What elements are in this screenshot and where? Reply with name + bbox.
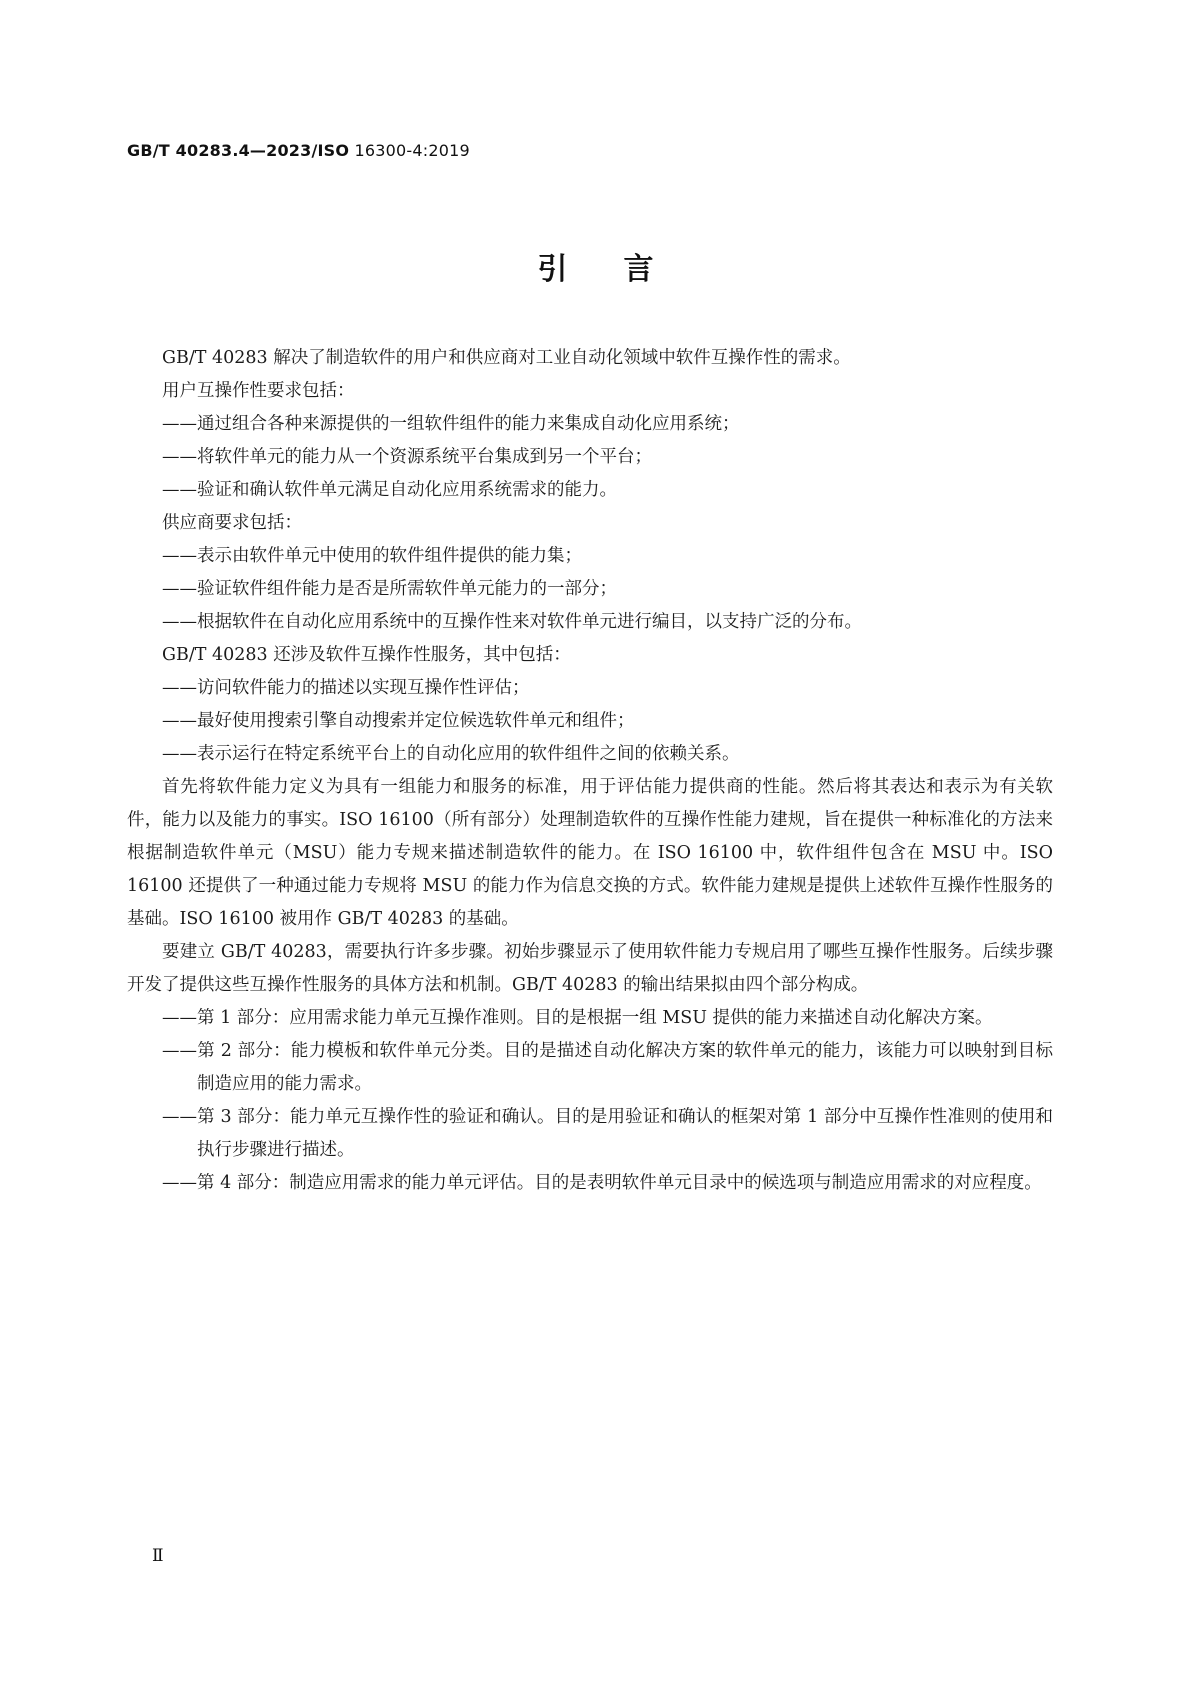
document-body xyxy=(127,342,1053,1200)
paragraph: 首先将软件能力定义为具有一组能力和服务的标准，用于评估能力提供商的性能。然后将其表达和表示为有关软件，能力以及能力的事实。ISO 16100（所有部分）处理制造软件的互操作性能力建规，旨在提供一种标准化的方法来根据制造软件单元（MSU）能力专规来描述制造软件的能力。在 ISO 16100 中，软件组件包含在 MSU 中。ISO 16100 还提供了一种通过能力专规将 MSU 的能力作为信息交换的方式。软件能力建规是提供上述软件互操作性服务的基础。ISO 16100 被用作 GB/T 40283 的基础。 xyxy=(127,777,1053,929)
standard-code: GB/T 40283.4—2023/ISO xyxy=(127,141,350,160)
part-item: ——第 1 部分：应用需求能力单元互操作准则。目的是根据一组 MSU 提供的能力来描述自动化解决方案。 xyxy=(162,1008,993,1028)
page-number: Ⅱ xyxy=(152,1546,164,1566)
list-item: ——根据软件在自动化应用系统中的互操作性来对软件单元进行编目，以支持广泛的分布。 xyxy=(162,612,862,632)
paragraph: GB/T 40283 解决了制造软件的用户和供应商对工业自动化领域中软件互操作性的需求。 xyxy=(162,348,851,368)
list-item: ——表示运行在特定系统平台上的自动化应用的软件组件之间的依赖关系。 xyxy=(162,744,740,764)
list-item: ——表示由软件单元中使用的软件组件提供的能力集； xyxy=(162,546,582,566)
list-item: ——将软件单元的能力从一个资源系统平台集成到另一个平台； xyxy=(162,447,652,467)
paragraph: 用户互操作性要求包括： xyxy=(162,381,355,401)
list-item: ——通过组合各种来源提供的一组软件组件的能力来集成自动化应用系统； xyxy=(162,414,740,434)
standard-code-tail: 16300-4:2019 xyxy=(354,141,470,160)
paragraph: GB/T 40283 还涉及软件互操作性服务，其中包括： xyxy=(162,645,571,665)
part-item: ——第 3 部分：能力单元互操作性的验证和确认。目的是用验证和确认的框架对第 1 部分中互操作性准则的使用和执行步骤进行描述。 xyxy=(162,1107,1053,1160)
part-item: ——第 2 部分：能力模板和软件单元分类。目的是描述自动化解决方案的软件单元的能力，该能力可以映射到目标制造应用的能力需求。 xyxy=(162,1041,1053,1094)
paragraph: 要建立 GB/T 40283，需要执行许多步骤。初始步骤显示了使用软件能力专规启用了哪些互操作性服务。后续步骤开发了提供这些互操作性服务的具体方法和机制。GB/T 40283 的输出结果拟由四个部分构成。 xyxy=(127,942,1053,995)
list-item: ——验证和确认软件单元满足自动化应用系统需求的能力。 xyxy=(162,480,617,500)
paragraph: 供应商要求包括： xyxy=(162,513,302,533)
page-title: 引言 xyxy=(537,252,710,287)
list-item: ——最好使用搜索引擎自动搜索并定位候选软件单元和组件； xyxy=(162,711,635,731)
list-item: ——验证软件组件能力是否是所需软件单元能力的一部分； xyxy=(162,579,617,599)
part-item: ——第 4 部分：制造应用需求的能力单元评估。目的是表明软件单元目录中的候选项与制造应用需求的对应程度。 xyxy=(162,1173,1042,1193)
list-item: ——访问软件能力的描述以实现互操作性评估； xyxy=(162,678,530,698)
document-header xyxy=(127,141,470,160)
